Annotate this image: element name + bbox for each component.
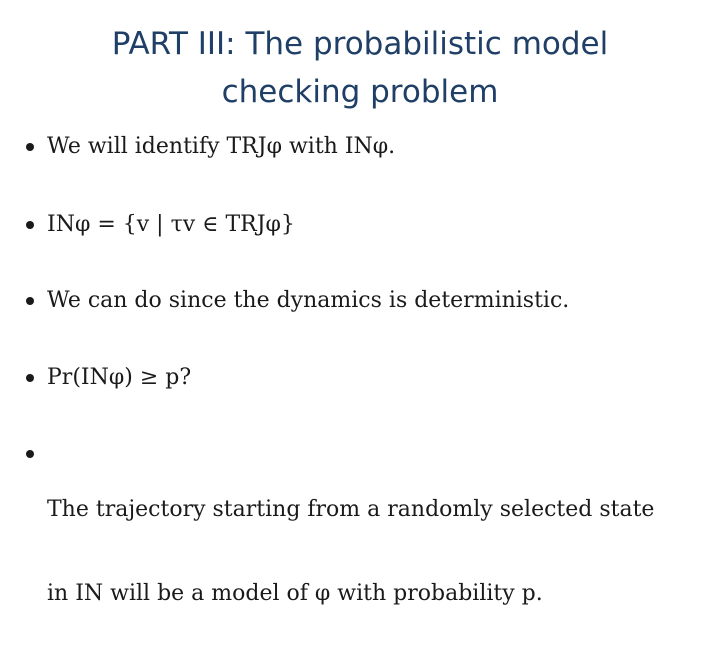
bullet-text-5-line-2: in IN will be a model of φ with probability p.	[47, 581, 543, 606]
bullet-dot-icon	[26, 297, 34, 305]
bullet-dot-icon	[26, 450, 34, 458]
title-line-2: checking problem	[221, 74, 499, 110]
bullet-text-5-line-1: The trajectory starting from a randomly selected state	[47, 497, 655, 522]
bullet-text-2: INφ = {v | τv ∈ TRJφ}	[47, 212, 295, 237]
bullet-dot-icon	[26, 374, 34, 382]
title-line-1: PART III: The probabilistic model	[111, 26, 609, 62]
bullet-text-1: We will identify TRJφ with INφ.	[47, 134, 396, 159]
bullet-text-4: Pr(INφ) ≥ p?	[47, 365, 192, 390]
bullet-dot-icon	[26, 221, 34, 229]
bullet-text-5	[47, 440, 654, 664]
bullet-text-3: We can do since the dynamics is deterministic.	[47, 288, 570, 313]
bullet-dot-icon	[26, 143, 34, 151]
